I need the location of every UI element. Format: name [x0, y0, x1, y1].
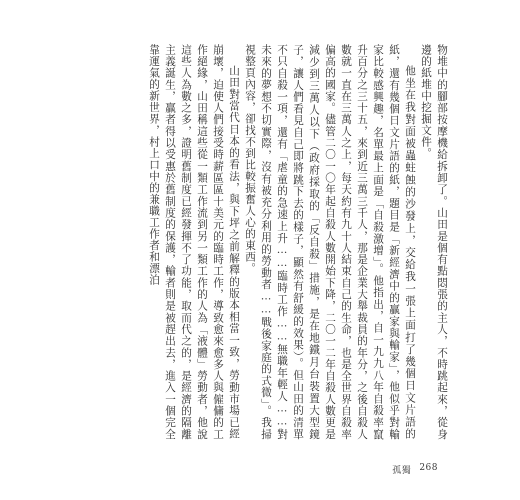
paragraph-continued: 物堆中的腳部按摩機給拆卸了。山田是個有點悶張的主人，不時跳起來，從身邊的紙堆中挖掘文件。: [420, 44, 448, 440]
page-footer: [392, 463, 438, 476]
paragraph-labor-market: 山田對當代日本的看法，與下坪之前解釋的版本相當一致，勞動市場已經崩壞，迫使人們接受時薪區區十美元的臨時工作，導致愈來愈多人與僱傭的工作絕緣，山田稱這些從一類工作流到另一類工作的人為「液體」勞動者，他說這些人為數之多，證明舊制度已經發揮不了功能，取而代之的，是經濟的隔離主義誕生，贏者得以受惠於舊制度的保護，輸者則是被趕出去，進入一個完全靠運氣的新世界，村上口中的兼職工作者和漂泊: [148, 44, 240, 440]
page-number: 268: [419, 463, 438, 473]
body-text: [78, 44, 450, 440]
paragraph-yamada-list: 他坐在我對面被蟲蛀蝕的沙發上，交給我一張上面打了幾個日文片語的紙，還有幾個日文片語的紙，題目是「新經濟中的贏家與輸家」，他似乎對輸家比較感興趣，名單最上面是「自殺激增」。他指出，自一九九八年自殺率竄升百分之三十五，來到近三萬三千人，那是企業大舉裁員的年分，之後自殺人數就一直在三萬人之上，每天約有九十人結束自己的生命，也是全世界自殺率偏高的國家。儘管二〇一〇年起自殺人數開始下降，二〇一二年自殺人數更是減少到三萬人以下（政府採取的「反自殺」措施，是在地鐵月台裝置大型鏡子，讓人們看見自己即將跳下去的樣子，顯然有舒緩的效果）。但山田的清單不只自殺一項，還有「虐童的急速上升……臨時工作……無職年輕人……對未來的夢想不切實際，沒有被充分利用的勞動者……戰後家庭的式微」。我掃視整頁內容，卻找不到比較振奮人心的東西。: [244, 44, 416, 440]
running-title: 孤獨: [392, 466, 412, 476]
